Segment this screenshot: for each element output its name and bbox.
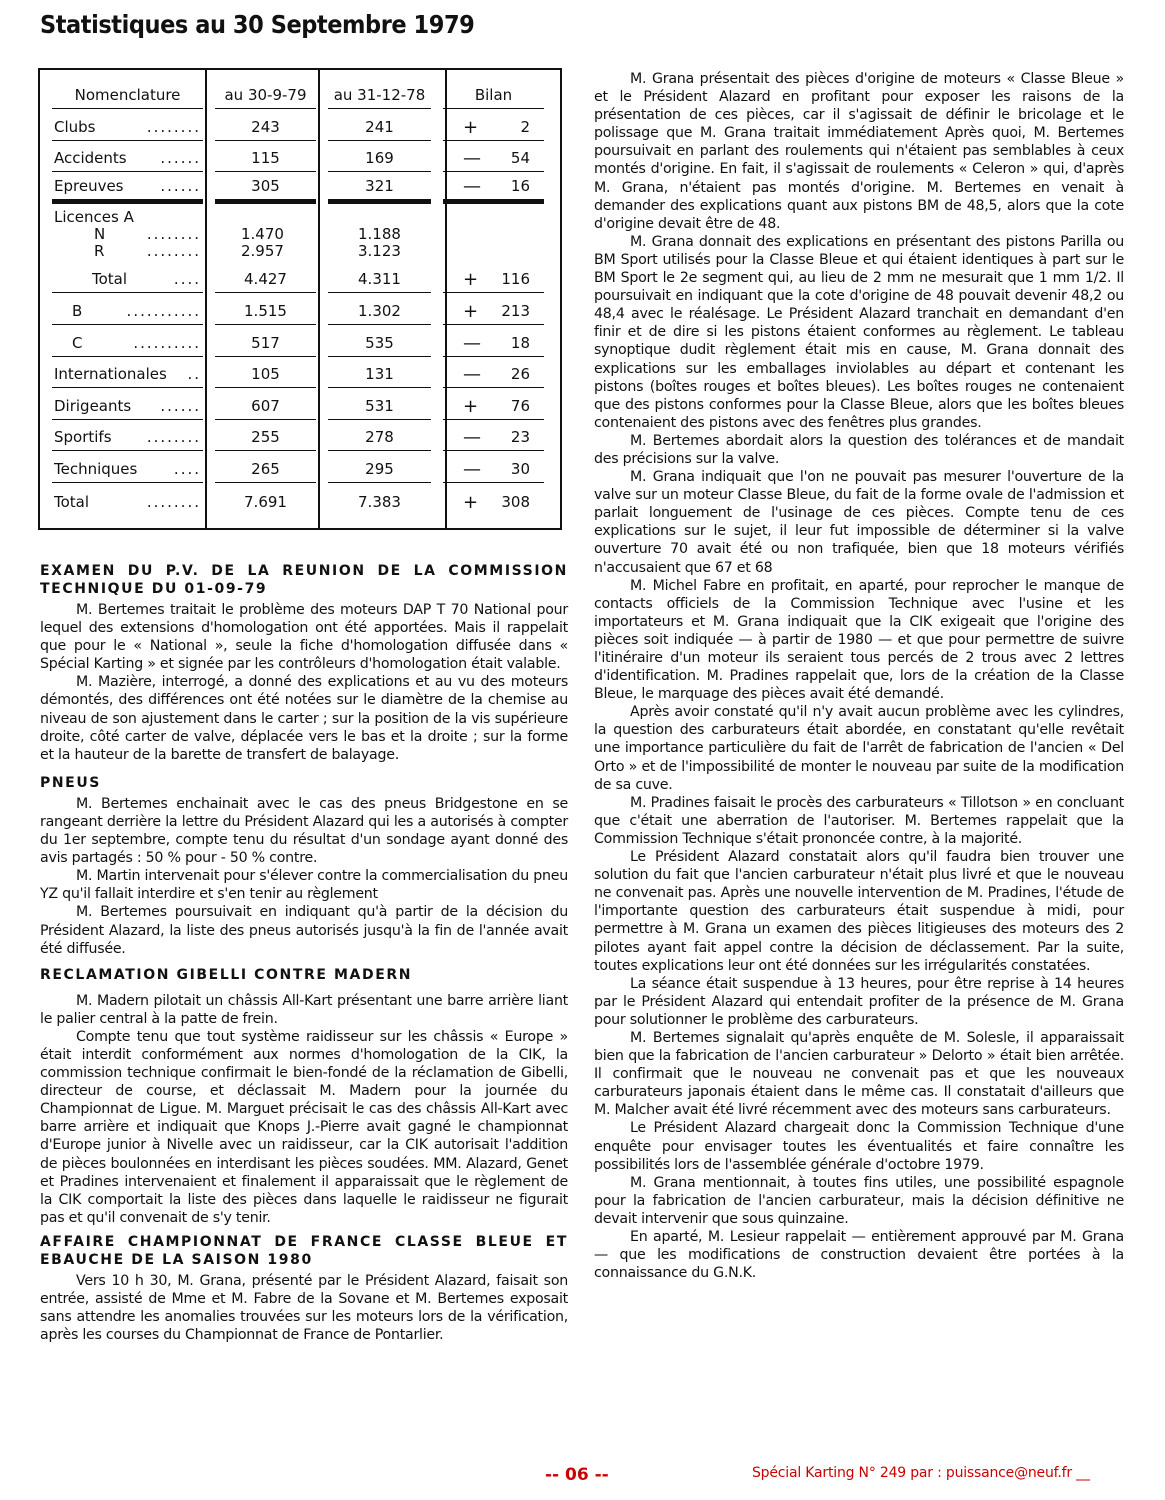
row-value-1978: 278 <box>328 429 431 451</box>
table-row <box>46 262 550 294</box>
bilan-sign: + <box>463 116 479 138</box>
table-row <box>46 451 550 483</box>
row-value-1978: 295 <box>328 461 431 483</box>
paragraph: M. Bertemes abordait alors la question des tolérances et de mandait des précisions sur la valve. <box>594 432 1124 467</box>
bilan-value: 76 <box>510 396 530 415</box>
right-column <box>594 70 1124 1282</box>
bilan-sign: — <box>463 427 481 449</box>
row-value-1979: 517 <box>215 335 316 357</box>
row-dots: ...... <box>160 396 201 415</box>
paragraph: M. Martin intervenait pour s'élever contre la commercialisation du pneu YZ qu'il fallait interdire et s'en tenir au règlement <box>40 868 568 903</box>
row-value-1978: 7.383 <box>358 492 401 511</box>
paragraph: Le Président Alazard chargeait donc la Commission Technique d'une enquête pour envisager toutes les éventualités et faire connaître les possibilités lors de l'assemblée générale d'octobre 1979. <box>594 1120 1124 1173</box>
section-heading-pneus: PNEUS <box>40 774 101 791</box>
header-bilan: Bilan <box>443 87 544 109</box>
paragraph: M. Pradines faisait le procès des carburateurs « Tillotson » en concluant que c'était une aberration de l'autoriser. M. Bertemes rappelait que la Commission Technique s'était prononcée contre, à la majorité. <box>594 794 1124 847</box>
licences-n-label: N <box>94 224 106 243</box>
bilan-value: 16 <box>510 176 530 195</box>
row-dots: ........... <box>126 301 201 320</box>
paragraph: M. Grana indiquait que l'on ne pouvait pas mesurer l'ouverture de la valve sur un moteur Classe Bleue, du fait de la forme ovale de l'admission et parlait longuement de l'usinage de ces pièces. Compte tenu de ces explications sur le sujet, il leur fut impossible de déterminer si la valve ouverture 70 avait été ou non trafiquée, bien que 18 moteurs vérifiés n'accusaient que 67 et 68 <box>594 469 1124 576</box>
page-title: Statistiques au 30 Septembre 1979 <box>40 10 475 39</box>
paragraph: Vers 10 h 30, M. Grana, présenté par le Président Alazard, faisait son entrée, assisté de Mme et M. Fabre de la Sovane et M. Bertemes exposait sans attendre les anomalies trouvées sur les moteurs lors de la vérification, après les courses du Championnat de France de Pontarlier. <box>40 1272 568 1344</box>
bilan-sign: + <box>463 491 479 513</box>
table-row <box>46 388 550 420</box>
row-label: Techniques <box>54 459 138 478</box>
paragraph: M. Grana mentionnait, à toutes fins utiles, une possibilité espagnole pour la fabrication de l'ancien carburateur, mais la décision définitive ne devait intervenir que sous quinzaine. <box>594 1174 1124 1227</box>
bilan-value: 308 <box>501 492 530 511</box>
row-dots: ...... <box>160 149 201 168</box>
row-dots: .... <box>173 459 201 478</box>
row-label: B <box>72 301 83 320</box>
row-value-1979: 243 <box>215 119 316 141</box>
row-value-1978: 1.302 <box>328 303 431 325</box>
bilan-value: 26 <box>510 365 530 384</box>
row-label: Sportifs <box>54 428 112 447</box>
section-heading-examen: EXAMEN DU P.V. DE LA REUNION DE LA COMMISSION TECHNIQUE DU 01-09-79 <box>40 563 568 597</box>
row-dots: .......... <box>133 333 201 352</box>
statistics-table <box>46 76 550 515</box>
bilan-value: 30 <box>510 459 530 478</box>
licences-n-value-1978: 1.188 <box>358 224 401 243</box>
bilan-sign: — <box>463 364 481 386</box>
paragraph: Compte tenu que tout système raidisseur sur les châssis « Europe » était interdit conformément aux normes d'homologation de la CIK, la commission technique confirmait le bien-fondé de la réclamation de Gibelli, directeur de course, et déclassait M. Madern pour la journée du Championnat de Ligue. M. Marguet précisait le cas des châssis All-Kart avec barre arrière et indiquait que Knops J.-Pierre avait gagné le championnat d'Europe junior à Nivelle avec un raidisseur, car la CIK autorisait l'addition de pièces boulonnées en interdisant les pièces soudées. MM. Alazard, Genet et Pradines intervenaient et finalement il apparaissait que le règlement de la CIK comportait la liste des pièces dans laquelle le raidisseur ne figurait pas et qu'il convenait de s'y tenir. <box>40 1028 568 1226</box>
paragraph: M. Mazière, interrogé, a donné des explications et au vu des moteurs démontés, des différences ont été notées sur le diamètre de la chemise au niveau de son ajustement dans le carter ; sur la position de la vis supérieure droite, côté carter de valve, déplacée vers le bas et la droite ; sur la forme et la hauteur de la barette de transfert de balayage. <box>40 674 568 763</box>
paragraph: M. Bertemes signalait qu'après enquête de M. Solesle, il apparaissait bien que la fabrication de l'ancien carburateur » Delorto » était bien arrêtée. Il confirmait que le nouveau ne convenait pas et que les nouveaux carburateurs japonais étaient dans le même cas. Il constatait d'ailleurs que M. Malcher avait été livré récemment avec des moteurs sans carburateurs. <box>594 1029 1124 1119</box>
row-label: Internationales <box>54 365 167 384</box>
bilan-sign: — <box>463 458 481 480</box>
paragraph: M. Bertemes traitait le problème des moteurs DAP T 70 National pour lequel des extensions d'homologation ont été apportées. Mais il rappelait que pour le « National », seule la fiche d'homologation diffusée dans « Spécial Karting » et signée par les contrôleurs d'homologation était valable. <box>40 602 568 673</box>
licences-n-value-1979: 1.470 <box>241 224 284 243</box>
row-value-1979: 115 <box>215 150 316 172</box>
row-label: Total <box>92 270 128 289</box>
licences-r-label: R <box>94 241 105 260</box>
paragraph: M. Grana présentait des pièces d'origine de moteurs « Classe Bleue » et le Président Alazard en profitant pour exposer les raisons de la présentation de ces pièces, car il s'agissait de définir le bricolage et le polissage que M. Grana traitait immédiatement Après quoi, M. Bertemes poursuivait en parlant des roulements qui n'étaient pas semblables à ceux montés d'origine. En fait, il s'agissait de roulements « Celeron » qui, d'après M. Grana, n'étaient pas montés d'origine. M. Bertemes en venait à demander des explications quant aux pistons BM de 48,5, alors que la cote d'origine devait être de 48. <box>594 71 1124 232</box>
paragraph: M. Madern pilotait un châssis All-Kart présentant une barre arrière liant le palier central à la patte de frein. <box>40 992 568 1027</box>
table-row <box>46 357 550 389</box>
paragraph: M. Michel Fabre en profitait, en aparté, pour reprocher le manque de contacts officiels de la Commission Technique avec l'usine et les importateurs et M. Grana indiquait que la CIK exigeait que l'origine des pièces soit indiquée — à partir de 1980 — et que pour permettre de suivre l'itinéraire d'un moteur ils seraient tous percés de 2 trous avec 2 lettres d'identification. M. Pradines rappelait que, lors de la création de la Classe Bleue, le marquage des pièces avait été demandé. <box>594 577 1124 703</box>
row-value-1978: 169 <box>328 150 431 172</box>
header-nomenclature: Nomenclature <box>52 87 203 109</box>
row-label: Epreuves <box>54 176 124 195</box>
statistics-table-box <box>38 68 562 530</box>
section-heading-championnat: AFFAIRE CHAMPIONNAT DE FRANCE CLASSE BLEUE ET EBAUCHE DE LA SAISON 1980 <box>40 1233 568 1268</box>
table-row <box>46 172 550 204</box>
bilan-sign: + <box>463 269 479 291</box>
table-row-licences <box>46 204 550 262</box>
row-dots: ........ <box>146 428 201 447</box>
row-dots: ........ <box>146 117 201 136</box>
paragraph: Le Président Alazard constatait alors qu'il faudra bien trouver une solution du fait que l'ancien carburateur n'était plus livré et que le nouveau ne convenait pas. Après une nouvelle intervention de M. Pradines, l'étude de l'importante question des carburateurs était suspendue à midi, pour permettre à M. Grana un examen des pièces litigieuses des moteurs des 2 pilotes ayant fait appel contre la décision de déclassement. Par la suite, toutes explications leur ont été données sur les irrégularités constatées. <box>594 849 1124 974</box>
bilan-sign: — <box>463 332 481 354</box>
row-label: Dirigeants <box>54 396 132 415</box>
row-label: Clubs <box>54 117 96 136</box>
row-value-1978: 535 <box>328 335 431 357</box>
table-row <box>46 109 550 141</box>
row-value-1979: 7.691 <box>244 492 287 511</box>
row-dots: ...... <box>160 176 201 195</box>
table-row <box>46 141 550 173</box>
row-value-1979: 607 <box>215 398 316 420</box>
paragraph: Après avoir constaté qu'il n'y avait aucun problème avec les cylindres, la question des carburateurs était abordée, en constatant qu'elle revêtait une importance particulière du fait de l'arrêt de fabrication de l'ancien « Del Orto » et de l'impossibilité de monter le nouveau par suite de la modification de sa cuve. <box>594 704 1124 793</box>
bilan-sign: — <box>463 148 481 170</box>
bilan-sign: + <box>463 395 479 417</box>
row-dots: ........ <box>146 224 201 243</box>
header-date-1979: au 30-9-79 <box>215 87 316 109</box>
licences-r-value-1979: 2.957 <box>241 241 284 260</box>
footer-credit: Spécial Karting N° 249 par : puissance@neuf.fr __ <box>752 1465 1090 1481</box>
row-value-1979: 4.427 <box>215 271 316 293</box>
bilan-value: 18 <box>510 333 530 352</box>
left-column <box>40 560 568 1344</box>
row-value-1979: 265 <box>215 461 316 483</box>
row-dots: .... <box>173 270 201 289</box>
row-label: C <box>72 333 83 352</box>
section-heading-reclamation: RECLAMATION GIBELLI CONTRE MADERN <box>40 966 413 983</box>
row-value-1978: 4.311 <box>328 271 431 293</box>
row-value-1979: 305 <box>215 178 316 204</box>
licences-label: Licences A <box>54 207 134 226</box>
row-label: Total <box>54 492 90 511</box>
row-dots: .. <box>187 365 201 384</box>
bilan-value: 23 <box>510 428 530 447</box>
row-value-1979: 1.515 <box>215 303 316 325</box>
table-row <box>46 420 550 452</box>
table-header-row <box>46 76 550 109</box>
bilan-value: 213 <box>501 301 530 320</box>
row-value-1978: 131 <box>328 366 431 388</box>
row-value-1979: 105 <box>215 366 316 388</box>
paragraph: La séance était suspendue à 13 heures, pour être reprise à 14 heures par le Président Alazard qui entendait profiter de la présence de M. Grana pour solutionner le problème des carburateurs. <box>594 975 1124 1028</box>
header-date-1978: au 31-12-78 <box>328 87 431 109</box>
paragraph: M. Bertemes enchainait avec le cas des pneus Bridgestone en se rangeant derrière la lettre du Président Alazard qui les a autorisés à compter du 1er septembre, compte tenu du résultat d'un sondage ayant donné des avis partagés : 50 % pour - 50 % contre. <box>40 795 568 867</box>
row-label: Accidents <box>54 149 127 168</box>
row-value-1978: 241 <box>328 119 431 141</box>
bilan-sign: — <box>463 175 481 197</box>
row-dots: ........ <box>146 241 201 260</box>
table-row-total <box>46 483 550 515</box>
page-number: -- 06 -- <box>545 1465 609 1485</box>
bilan-value: 2 <box>520 117 530 136</box>
row-value-1978: 321 <box>328 178 431 204</box>
table-row <box>46 293 550 325</box>
paragraph: En aparté, M. Lesieur rappelait — entièrement approuvé par M. Grana — que les modifications de construction devaient être portées à la connaissance du G.N.K. <box>594 1229 1124 1282</box>
paragraph: M. Bertemes poursuivait en indiquant qu'à partir de la décision du Président Alazard, la liste des pneus autorisés jusqu'à la fin de l'année avait été diffusée. <box>40 904 568 957</box>
row-value-1979: 255 <box>215 429 316 451</box>
row-dots: ........ <box>146 492 201 511</box>
licences-r-value-1978: 3.123 <box>358 241 401 260</box>
bilan-value: 54 <box>510 149 530 168</box>
row-value-1978: 531 <box>328 398 431 420</box>
bilan-value: 116 <box>501 270 530 289</box>
paragraph: M. Grana donnait des explications en présentant des pistons Parilla ou BM Sport utilisés pour la Classe Bleue et qui étaient identiques à part sur le BM Sport le 2e segment qui, au lieu de 2 mm ne mesurait que 1 mm 1/2. Il poursuivait en indiquant que la cote d'origine de 48 pouvait devenir 48,2 ou 48,4 avec le réalésage. Le Président Alazard tranchait en demandant d'en finir et de dire si les pistons étaient conformes au règlement. Le tableau synoptique dudit règlement était mis en cause, M. Grana donnait des explications sur les emballages inviolables au départ et contenant les pistons (boîtes rouges et boîtes bleues). Les boîtes rouges ne contenaient que des pistons conformes pour la Classe Bleue, alors que les boîtes bleues contenaient des pistons avec des fenêtres plus grandes. <box>594 233 1124 431</box>
table-row <box>46 325 550 357</box>
bilan-sign: + <box>463 300 479 322</box>
